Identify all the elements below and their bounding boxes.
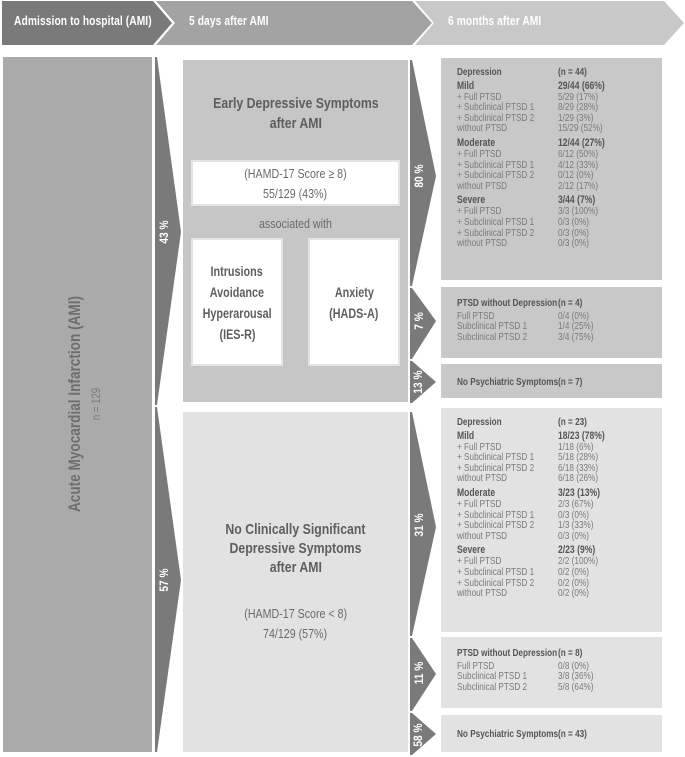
outcome-header: Depression (n = 23) (457, 416, 587, 428)
list-item: without PTSD 0/2 (0%) (457, 587, 589, 600)
list-item: + Full PTSD 1/18 (6%) (457, 440, 594, 453)
no-early-depressive-box (183, 412, 408, 752)
list-item: without PTSD 0/3 (0%) (457, 237, 589, 250)
no-early-depressive-title: No Clinically Significant Depressive Symptoms after AMI (225, 521, 366, 576)
associated-with-label: associated with (259, 216, 332, 231)
list-item: Subclinical PTSD 1 3/8 (36%) (457, 670, 594, 683)
pct-top-ptsd: 7 % (412, 312, 426, 330)
criterion-box-early (191, 160, 400, 206)
pct-top-depression: 80 % (412, 164, 426, 188)
cohort-title: Acute Myocardial Infarction (AMI) (65, 295, 84, 513)
outcome-header: Depression (n = 44) (457, 66, 587, 78)
list-item: without PTSD 0/3 (0%) (457, 529, 589, 542)
list-item: + Subclinical PTSD 1 0/3 (0%) (457, 508, 589, 521)
outcome-header: PTSD without Depression (n = 4) (457, 297, 583, 309)
pct-top-none: 13 % (411, 370, 425, 394)
outcome-bottom-none (441, 715, 662, 752)
list-item: + Subclinical PTSD 1 0/2 (0%) (457, 565, 589, 578)
list-item: without PTSD 2/12 (17%) (457, 179, 599, 192)
severity-row-moderate: Moderate 12/44 (27%) (457, 136, 605, 149)
early-depressive-box (183, 60, 408, 402)
pct-not-depressed: 57 % (157, 568, 171, 592)
severity-row-severe: Severe 3/44 (7%) (457, 194, 596, 207)
list-item: Full PTSD 0/4 (0%) (457, 309, 589, 322)
outcome-header: PTSD without Depression (n = 8) (457, 647, 583, 659)
list-item: Subclinical PTSD 2 5/8 (64%) (457, 680, 594, 693)
list-item: + Subclinical PTSD 1 5/18 (28%) (457, 451, 599, 464)
outcome-top-depression (441, 58, 662, 280)
anxiety-box: Anxiety (HADS-A) (308, 238, 400, 366)
list-item: + Subclinical PTSD 1 8/29 (28%) (457, 101, 599, 114)
list-item: Full PTSD 0/8 (0%) (457, 659, 589, 672)
criterion-block-no-early: (HAMD-17 Score < 8) 74/129 (57%) (244, 606, 347, 641)
list-item: + Subclinical PTSD 2 0/2 (0%) (457, 576, 589, 589)
stage-label-5days: 5 days after AMI (189, 14, 269, 28)
severity-row-mild: Mild 29/44 (66%) (457, 79, 605, 92)
outcome-top-ptsd (441, 287, 662, 358)
pct-bottom-ptsd: 11 % (412, 661, 426, 685)
list-item: without PTSD 15/29 (52%) (457, 122, 603, 135)
pct-depressed: 43 % (157, 220, 171, 244)
pct-bottom-none: 58 % (411, 723, 425, 747)
outcome-bottom-depression (441, 408, 662, 632)
list-item: + Subclinical PTSD 2 6/18 (33%) (457, 461, 599, 474)
outcome-top-none (441, 364, 662, 398)
list-item: + Full PTSD 3/3 (100%) (457, 205, 599, 218)
list-item: + Full PTSD 2/3 (67%) (457, 497, 594, 510)
stage-label-6months: 6 months after AMI (448, 14, 542, 28)
pct-bottom-depression: 31 % (412, 513, 426, 537)
cohort-n: n = 129 (89, 387, 103, 421)
list-item: + Subclinical PTSD 2 0/12 (0%) (457, 169, 594, 182)
list-item: without PTSD 6/18 (26%) (457, 472, 599, 485)
ptsd-symptoms-box: Intrusions Avoidance Hyperarousal (IES-R) (191, 238, 283, 366)
list-item: + Subclinical PTSD 2 0/3 (0%) (457, 226, 589, 239)
severity-row-severe: Severe 2/23 (9%) (457, 544, 596, 557)
list-item: + Full PTSD 6/12 (50%) (457, 147, 599, 160)
outcome-header: No Psychiatric Symptoms (n = 7) (457, 376, 583, 388)
list-item: + Full PTSD 5/29 (17%) (457, 90, 599, 103)
list-item: + Subclinical PTSD 1 4/12 (33%) (457, 158, 599, 171)
list-item: Subclinical PTSD 1 1/4 (25%) (457, 320, 594, 333)
list-item: + Subclinical PTSD 1 0/3 (0%) (457, 215, 589, 228)
count-text: 55/129 (43%) (263, 186, 328, 201)
list-item: + Subclinical PTSD 2 1/3 (33%) (457, 519, 594, 532)
severity-row-mild: Mild 18/23 (78%) (457, 429, 605, 442)
list-item: Subclinical PTSD 2 3/4 (75%) (457, 330, 594, 343)
list-item: + Subclinical PTSD 2 1/29 (3%) (457, 111, 594, 124)
early-depressive-title: Early Depressive Symptoms after AMI (212, 95, 379, 132)
outcome-header: No Psychiatric Symptoms (n = 43) (457, 728, 587, 740)
list-item: + Full PTSD 2/2 (100%) (457, 555, 599, 568)
criterion-text: (HAMD-17 Score ≥ 8) (244, 166, 347, 181)
severity-row-moderate: Moderate 3/23 (13%) (457, 486, 600, 499)
stage-label-admission: Admission to hospital (AMI) (14, 14, 152, 28)
outcome-bottom-ptsd (441, 637, 662, 708)
